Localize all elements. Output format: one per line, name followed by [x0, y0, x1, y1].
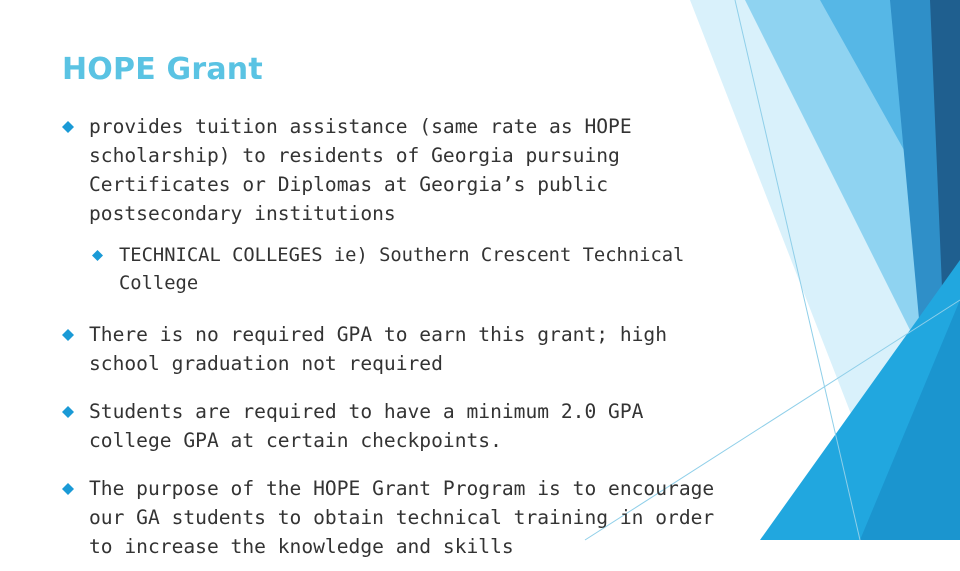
bullet-text: There is no required GPA to earn this grant; high school graduation not required	[89, 323, 668, 375]
bullet-list	[62, 112, 732, 571]
bullet-text: Students are required to have a minimum 2.0 GPA college GPA at certain checkpoints.	[89, 400, 644, 452]
diamond-bullet-icon	[62, 121, 74, 133]
diamond-bullet-icon	[62, 406, 74, 418]
bullet-text: provides tuition assistance (same rate as HOPE scholarship) to residents of Georgia pursuing Certificates or Diplomas at Georgia’s public postsecondary institutions	[89, 115, 632, 225]
bullet-item-no-required-gpa	[62, 320, 732, 378]
diamond-bullet-icon	[92, 250, 103, 261]
bullet-text: TECHNICAL COLLEGES ie) Southern Crescent Technical College	[119, 245, 685, 294]
bullet-text: The purpose of the HOPE Grant Program is to encourage our GA students to obtain technical training in order to increase the knowledge and skills	[89, 477, 715, 558]
slide-title: HOPE Grant	[62, 52, 263, 87]
diamond-bullet-icon	[62, 329, 74, 341]
diamond-bullet-icon	[62, 483, 74, 495]
bullet-item-minimum-gpa	[62, 397, 732, 455]
bullet-item-technical-colleges	[92, 242, 732, 298]
bullet-item-tuition-assistance	[62, 112, 732, 228]
bullet-item-program-purpose	[62, 474, 732, 561]
